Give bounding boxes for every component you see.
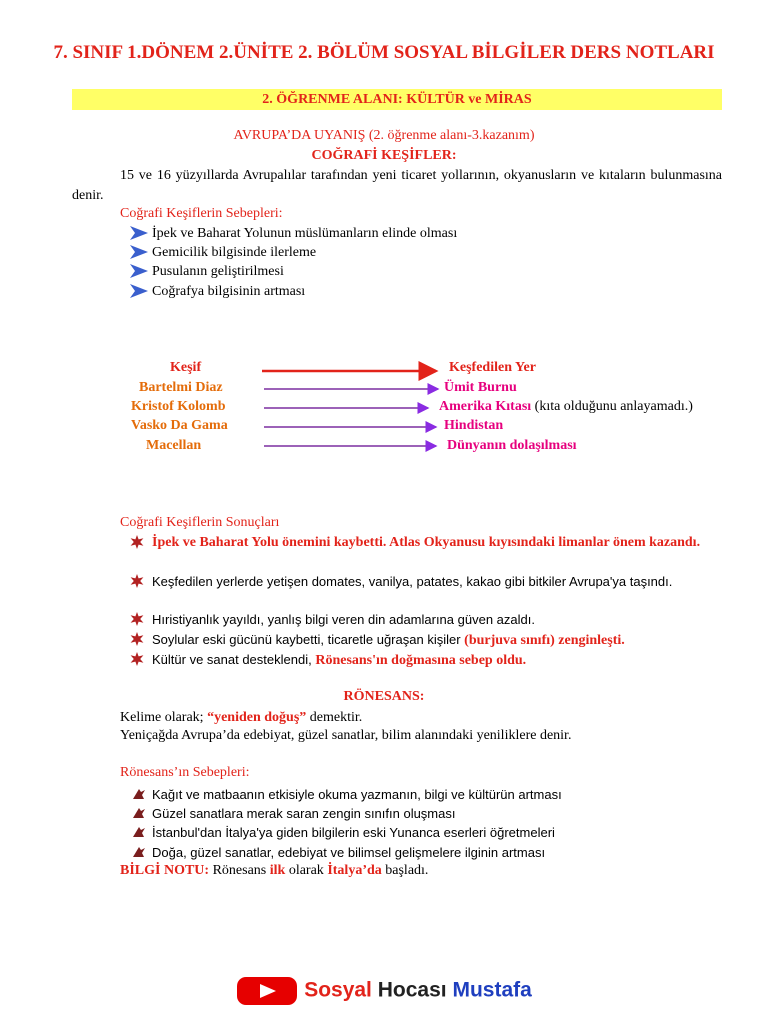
text: başladı. <box>381 863 429 878</box>
list-item: Coğrafya bilgisinin artması <box>152 284 306 299</box>
discovery-header-right: Keşfedilen Yer <box>449 360 536 375</box>
list-item: Pusulanın geliştirilmesi <box>152 264 284 279</box>
list-item: Hıristiyanlık yayıldı, yanlış bilgi veren din adamlarına güven azaldı. <box>152 612 535 627</box>
discovered-place: Dünyanın dolaşılması <box>447 438 577 453</box>
list-item <box>152 630 722 650</box>
star-bullet-icon <box>130 612 144 626</box>
note-label: BİLGİ NOTU: <box>120 863 210 878</box>
list-item: Kağıt ve matbaanın etkisiyle okuma yazmanın, bilgi ve kültürün artması <box>152 787 562 802</box>
footer-brand <box>0 976 768 1006</box>
play-button-icon <box>236 976 298 1006</box>
arrow-bullet-icon <box>130 226 148 240</box>
arrow-bullet-icon <box>130 264 148 278</box>
renaissance-heading: RÖNESANS: <box>343 689 425 704</box>
list-item: Güzel sanatlara merak saran zengin sınıfın oluşması <box>152 806 456 821</box>
star-bullet-icon <box>130 652 144 666</box>
result-highlight: Rönesans'ın doğmasına sebep oldu. <box>315 653 527 668</box>
pointer-bullet-icon <box>132 806 146 820</box>
section-heading: AVRUPA’DA UYANIŞ (2. öğrenme alanı-3.kazanım) <box>233 128 535 143</box>
list-item: İpek ve Baharat Yolu önemini kaybetti. Atlas Okyanusu kıyısındaki limanlar önem kazandı. <box>152 535 701 550</box>
star-bullet-icon <box>130 574 144 588</box>
list-item: İstanbul'dan İtalya'ya giden bilgilerin eski Yunanca eserleri öğretmeleri <box>152 825 555 840</box>
explorer-name: Kristof Kolomb <box>131 399 226 414</box>
explorer-name: Macellan <box>146 438 202 453</box>
list-item: Gemicilik bilgisinde ilerleme <box>152 245 317 260</box>
discovered-place-row <box>439 399 693 415</box>
highlight-text: ilk <box>269 863 286 878</box>
causes-title: Coğrafi Keşiflerin Sebepleri: <box>120 206 283 221</box>
arrow-bullet-icon <box>130 284 148 298</box>
explorer-name: Bartelmi Diaz <box>139 380 223 395</box>
list-item: Doğa, güzel sanatlar, edebiyat ve bilimsel gelişmelere ilginin artması <box>152 845 546 860</box>
renaissance-line-2: Yeniçağda Avrupa’da edebiyat, güzel sanatlar, bilim alanındaki yeniliklere denir. <box>120 728 572 743</box>
list-item <box>152 650 722 670</box>
brand-word-3: Mustafa <box>452 978 532 1002</box>
discovery-arrows <box>260 360 450 460</box>
definition-paragraph: 15 ve 16 yüzyıllarda Avrupalılar tarafından yeni ticaret yollarının, okyanusların ve kıtaların bulunmasına denir. <box>72 168 722 203</box>
discovered-place: Ümit Burnu <box>444 380 517 395</box>
result-text: Kültür ve sanat desteklendi, <box>152 652 316 667</box>
explorer-name: Vasko Da Gama <box>131 418 228 433</box>
pointer-bullet-icon <box>132 845 146 859</box>
results-title: Coğrafi Keşiflerin Sonuçları <box>120 515 280 530</box>
place-note: (kıta olduğunu anlayamadı.) <box>531 399 693 414</box>
text: Kelime olarak; <box>120 710 208 725</box>
result-text: Soylular eski gücünü kaybetti, ticaretle uğraşan kişiler <box>152 632 465 647</box>
discovery-header-left: Keşif <box>170 360 202 375</box>
info-note <box>120 861 720 881</box>
list-item: Keşfedilen yerlerde yetişen domates, vanilya, patates, kakao gibi bitkiler Avrupa'ya taşındı. <box>152 574 673 589</box>
arrow-bullet-icon <box>130 245 148 259</box>
pointer-bullet-icon <box>132 825 146 839</box>
pointer-bullet-icon <box>132 787 146 801</box>
renaissance-line-1 <box>120 708 720 728</box>
renaissance-causes-title: Rönesans’ın Sebepleri: <box>120 765 250 780</box>
section-band <box>72 89 722 110</box>
discovered-place: Hindistan <box>444 418 504 433</box>
star-bullet-icon <box>130 632 144 646</box>
text: demektir. <box>306 710 363 725</box>
text: Rönesans <box>209 863 270 878</box>
section-subheading: COĞRAFİ KEŞİFLER: <box>311 148 457 163</box>
section-band-label: 2. ÖĞRENME ALANI: KÜLTÜR ve MİRAS <box>262 92 532 107</box>
star-bullet-icon <box>130 535 144 549</box>
discovered-place: Amerika Kıtası <box>439 399 532 414</box>
result-highlight: (burjuva sınıfı) zenginleşti. <box>464 633 625 648</box>
brand-word-2: Hocası <box>371 978 453 1002</box>
highlight-text: “yeniden doğuş” <box>207 710 307 725</box>
text: olarak <box>285 863 328 878</box>
list-item: İpek ve Baharat Yolunun müslümanların elinde olması <box>152 226 458 241</box>
page-title: 7. SINIF 1.DÖNEM 2.ÜNİTE 2. BÖLÜM SOSYAL BİLGİLER DERS NOTLARI <box>53 42 715 63</box>
brand-word-1: Sosyal <box>304 978 372 1002</box>
highlight-text: İtalya’da <box>327 863 382 878</box>
